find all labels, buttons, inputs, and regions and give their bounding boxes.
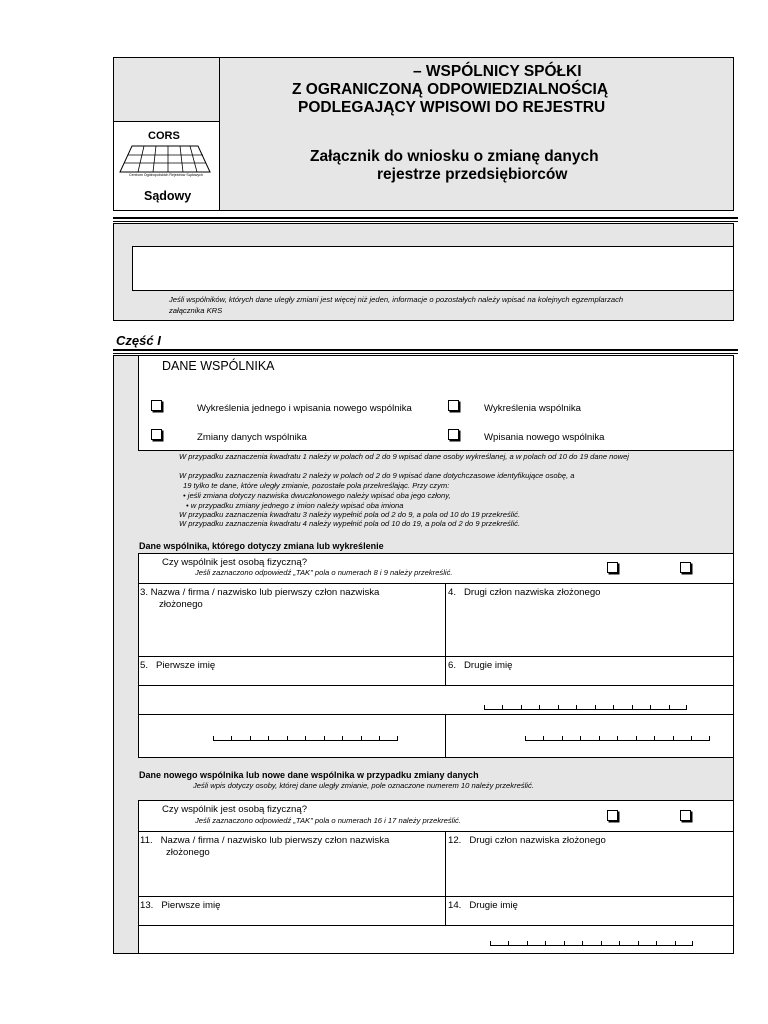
- block2-question: Czy wspólnik jest osobą fizyczną?: [162, 804, 308, 815]
- comb-field-9[interactable]: [525, 734, 710, 741]
- option-3-checkbox[interactable]: [151, 429, 162, 440]
- option-1-checkbox[interactable]: [151, 400, 162, 411]
- instruction-5: • w przypadku zmiany jednego z imion należy wpisać oba imiona: [186, 501, 404, 510]
- form-title-line1: – WSPÓLNICY SPÓŁKI: [413, 63, 582, 80]
- instruction-6: W przypadku zaznaczenia kwadratu 3 należy wypełnić pola od 2 do 9, a pola od 10 do 19 przekreślić.: [179, 510, 521, 519]
- block2-no-checkbox[interactable]: [680, 810, 691, 821]
- block1-yes-checkbox[interactable]: [607, 562, 618, 573]
- field-3-label-cont: złożonego: [159, 599, 203, 610]
- part-label: Część I: [116, 333, 161, 348]
- block2-heading-note: Jeśli wpis dotyczy osoby, której dane uległy zmianie, pole oznaczone numerem 10 należy przekreślić.: [193, 781, 534, 790]
- comb-field-8[interactable]: [213, 734, 398, 741]
- comb-field-7[interactable]: [484, 703, 687, 710]
- field-14-label: 14. Drugie imię: [448, 900, 518, 911]
- form-title-line2: Z OGRANICZONĄ ODPOWIEDZIALNOŚCIĄ: [292, 81, 609, 98]
- rule-top-1: [113, 217, 738, 219]
- option-1-label: Wykreślenia jednego i wpisania nowego wspólnika: [197, 403, 412, 414]
- block2-question-note: Jeśli zaznaczono odpowiedź „TAK" pola o numerach 16 i 17 należy przekreślić.: [195, 816, 461, 825]
- block2-heading: Dane nowego wspólnika lub nowe dane wspólnika w przypadku zmiany danych: [139, 770, 479, 780]
- instruction-2: W przypadku zaznaczenia kwadratu 2 należy w polach od 2 do 9 wpisać dane dotychczasowe identyfikujące osobę, a: [179, 471, 575, 480]
- section-title: DANE WSPÓLNIKA: [162, 359, 275, 373]
- field-7[interactable]: [138, 685, 734, 715]
- instruction-3: 19 tylko te dane, które uległy zmianie, pozostałe pola przekreślając. Przy czym:: [183, 481, 450, 490]
- block1-no-checkbox[interactable]: [680, 562, 691, 573]
- field-6-label: 6. Drugie imię: [448, 660, 513, 671]
- option-2-checkbox[interactable]: [448, 400, 459, 411]
- field-12-label: 12. Drugi człon nazwiska złożonego: [448, 835, 606, 846]
- field-4-label: 4. Drugi człon nazwiska złożonego: [448, 587, 601, 598]
- field-5-label: 5. Pierwsze imię: [140, 660, 216, 671]
- header-divider: [219, 57, 220, 211]
- block1-question: Czy wspólnik jest osobą fizyczną?: [162, 557, 308, 568]
- logo-caption: Centrum Ogólnopolskich Rejestrów Sądowych: [129, 173, 203, 177]
- option-2-label: Wykreślenia wspólnika: [484, 403, 581, 414]
- field-3-label: 3. Nazwa / firma / nazwisko lub pierwszy człon nazwiska: [140, 587, 380, 598]
- block1-question-note: Jeśli zaznaczono odpowiedź „TAK" pola o numerach 8 i 9 należy przekreślić.: [195, 568, 453, 577]
- form-subtitle-line2: rejestrze przedsiębiorców: [377, 166, 568, 183]
- instruction-4: • jeśli zmiana dotyczy nazwiska dwuczłonowego należy wpisać oba jego człony,: [183, 491, 451, 500]
- court-label: Sądowy: [144, 189, 192, 203]
- block1-heading: Dane wspólnika, którego dotyczy zmiana lub wykreślenie: [139, 541, 384, 551]
- rule-top-2: [113, 221, 738, 222]
- instruction-1: W przypadku zaznaczenia kwadratu 1 należy w polach od 2 do 9 wpisać dane osoby wykreślanej, a w polach od 10 do 19 dane nowej: [179, 452, 629, 461]
- option-4-label: Wpisania nowego wspólnika: [484, 432, 605, 443]
- comb-field-15[interactable]: [490, 939, 693, 946]
- form-title-line3: PODLEGAJĄCY WPISOWI DO REJESTRU: [298, 99, 606, 116]
- block2-yes-checkbox[interactable]: [607, 810, 618, 821]
- form-subtitle-line1: Załącznik do wniosku o zmianę danych: [310, 148, 599, 165]
- rule-part-2: [113, 353, 738, 354]
- option-4-checkbox[interactable]: [448, 429, 459, 440]
- instruction-7: W przypadku zaznaczenia kwadratu 4 należy wypełnić pola od 10 do 19, a pola od 2 do 9 przekreślić.: [179, 519, 521, 528]
- field-11-label-cont: złożonego: [166, 847, 210, 858]
- field-13-label: 13. Pierwsze imię: [140, 900, 221, 911]
- cors-logo: [118, 130, 214, 180]
- logo-text: CORS: [148, 130, 180, 142]
- info-input-field[interactable]: [132, 246, 734, 291]
- info-note-line1: Jeśli wspólników, których dane uległy zmiani jest więcej niż jeden, informacje o pozostałych należy wpisać na kolejnych egzemplarzach: [169, 295, 624, 304]
- rule-part-1: [113, 349, 738, 351]
- field-11-label: 11. Nazwa / firma / nazwisko lub pierwszy człon nazwiska: [140, 835, 390, 846]
- option-3-label: Zmiany danych wspólnika: [197, 432, 307, 443]
- info-note-line2: załącznika KRS: [169, 306, 223, 315]
